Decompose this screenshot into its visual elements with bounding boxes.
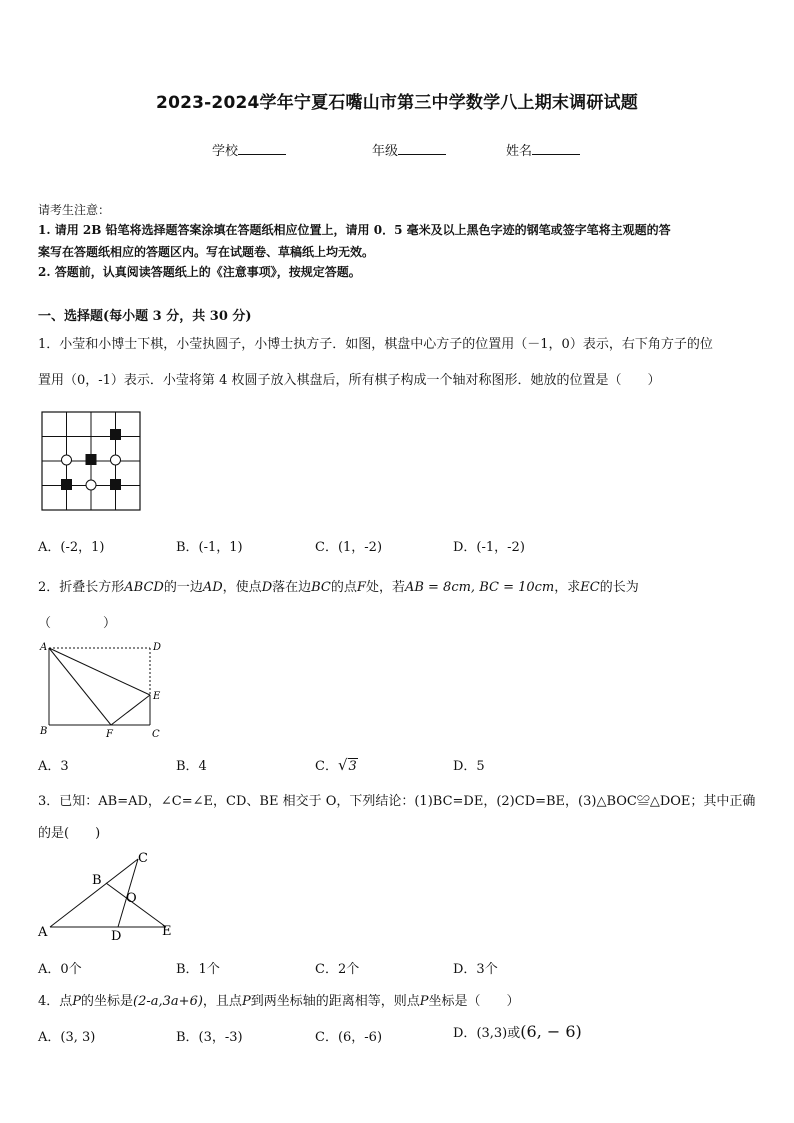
q3-option-d[interactable]: D．3个 <box>453 962 498 977</box>
school-blank <box>238 142 286 155</box>
q1-option-d[interactable]: D．(-1，-2) <box>453 540 525 555</box>
q4-var: P <box>72 994 82 1009</box>
label-a: A <box>38 925 48 940</box>
notice-line-1a: 1. 请用 2B 铅笔将选择题答案涂填在答题纸相应位置上，请用 0．5 毫米及以上黑色字迹的钢笔或签字笔将主观题的答 <box>38 223 671 237</box>
q2-text: 的点 <box>330 580 357 595</box>
q4-text: 4．点 <box>38 994 73 1009</box>
q1-line-2: 置用（0，-1）表示．小莹将第 4 枚圆子放入棋盘后，所有棋子构成一个轴对称图形．她放的位置是（ ） <box>38 373 661 388</box>
q1-option-c[interactable]: C．(1，-2) <box>315 540 383 555</box>
q3-option-b[interactable]: B．1个 <box>176 962 220 977</box>
q2-var: AD <box>202 580 223 595</box>
q4-text: 坐标是（ ） <box>428 994 520 1009</box>
option-c-radicand: 3 <box>348 759 357 774</box>
school-label: 学校 <box>212 144 239 159</box>
label-f: F <box>106 729 113 740</box>
square-piece <box>61 479 72 490</box>
q3-option-a[interactable]: A．0个 <box>38 962 82 977</box>
q2-answer-paren: （ ） <box>38 616 117 631</box>
q2-option-a[interactable]: A．3 <box>38 759 69 774</box>
q2-var: D <box>261 580 273 595</box>
notice-line-1b: 案写在答题纸相应的答题区内。写在试题卷、草稿纸上均无效。 <box>38 245 375 259</box>
option-d-value-a: (3,3) <box>476 1026 508 1041</box>
q2-option-b[interactable]: B．4 <box>176 759 207 774</box>
q2-text: 处，若 <box>365 580 405 595</box>
q2-var: F <box>356 580 366 595</box>
q2-option-d[interactable]: D．5 <box>453 759 485 774</box>
name-label: 姓名 <box>506 144 533 159</box>
label-d: D <box>111 929 122 944</box>
q4-var: P <box>241 994 251 1009</box>
q2-text: 2．折叠长方形 <box>38 580 125 595</box>
sqrt-icon: √ <box>337 756 348 774</box>
q1-option-b[interactable]: B．(-1，1) <box>176 540 243 555</box>
fold-line-ae <box>49 648 150 695</box>
q3-option-c[interactable]: C．2个 <box>315 962 360 977</box>
option-d-label: D． <box>453 1026 477 1041</box>
label-c: C <box>138 851 148 866</box>
q4-option-a[interactable]: A．(3, 3) <box>38 1030 96 1045</box>
q2-text: 的长为 <box>599 580 639 595</box>
segment-ac <box>50 859 138 927</box>
name-blank <box>532 142 580 155</box>
q4-text: ，且点 <box>202 994 242 1009</box>
q4-line-1 <box>38 990 519 1009</box>
section-heading: 一、选择题(每小题 3 分，共 30 分) <box>38 309 252 324</box>
q4-option-b[interactable]: B．(3，-3) <box>176 1030 243 1045</box>
q4-text: 到两坐标轴的距离相等，则点 <box>250 994 420 1009</box>
q2-option-c[interactable] <box>315 755 358 774</box>
notice-line-2: 2. 答题前，认真阅读答题纸上的《注意事项》，按规定答题。 <box>38 265 361 279</box>
q4-coordinate: (2-a,3a+6) <box>133 994 203 1009</box>
q1-option-a[interactable]: A．(-2，1) <box>38 540 105 555</box>
q3-line-1: 3．已知：AB=AD，∠C=∠E，CD、BE 相交于 O，下列结论：(1)BC=DE，(2)CD=BE，(3)△BOC≌△DOE；其中正确 <box>38 794 756 809</box>
label-e: E <box>153 691 161 702</box>
go-board-figure <box>40 410 144 514</box>
label-o: O <box>126 891 137 906</box>
option-d-or: 或 <box>507 1026 521 1041</box>
q4-option-c[interactable]: C．(6，-6) <box>315 1030 383 1045</box>
circle-piece <box>86 480 96 490</box>
q2-var: EC <box>580 580 600 595</box>
q3-line-2: 的是( ) <box>38 826 101 841</box>
circle-piece <box>111 455 121 465</box>
label-c: C <box>152 729 160 740</box>
school-field <box>212 140 286 159</box>
label-d: D <box>153 642 162 653</box>
segment-fe <box>111 695 150 725</box>
label-b: B <box>92 873 102 888</box>
q4-option-d[interactable] <box>453 1022 582 1041</box>
option-c-label: C． <box>315 759 338 774</box>
square-piece <box>110 429 121 440</box>
option-d-value-b: (6, − 6) <box>520 1022 582 1041</box>
label-e: E <box>162 924 172 939</box>
q2-var: BC <box>311 580 331 595</box>
grade-label: 年级 <box>372 144 399 159</box>
q2-line-1 <box>38 576 639 595</box>
page-title: 2023-2024学年宁夏石嘴山市第三中学数学八上期末调研试题 <box>156 93 638 113</box>
q2-text: ，求 <box>554 580 581 595</box>
q2-text: 的一边 <box>163 580 203 595</box>
name-field <box>506 140 580 159</box>
square-piece <box>110 479 121 490</box>
notice-heading: 请考生注意： <box>38 203 111 217</box>
grade-blank <box>398 142 446 155</box>
label-a: A <box>40 642 48 653</box>
q2-text: 落在边 <box>272 580 312 595</box>
grade-field <box>372 140 446 159</box>
square-piece <box>86 454 97 465</box>
q2-var: AB = 8cm, BC = 10cm <box>404 580 555 595</box>
circle-piece <box>62 455 72 465</box>
label-b: B <box>40 726 48 737</box>
q4-var: P <box>419 994 429 1009</box>
triangle-figure <box>34 848 184 944</box>
segment-af <box>49 648 111 725</box>
q1-line-1: 1．小莹和小博士下棋，小莹执圆子，小博士执方子．如图，棋盘中心方子的位置用（－1，0）表示，右下角方子的位 <box>38 337 713 352</box>
q2-text: ，使点 <box>222 580 262 595</box>
rectangle-fold-figure <box>36 638 168 742</box>
q4-text: 的坐标是 <box>81 994 134 1009</box>
q2-var: ABCD <box>124 580 164 595</box>
